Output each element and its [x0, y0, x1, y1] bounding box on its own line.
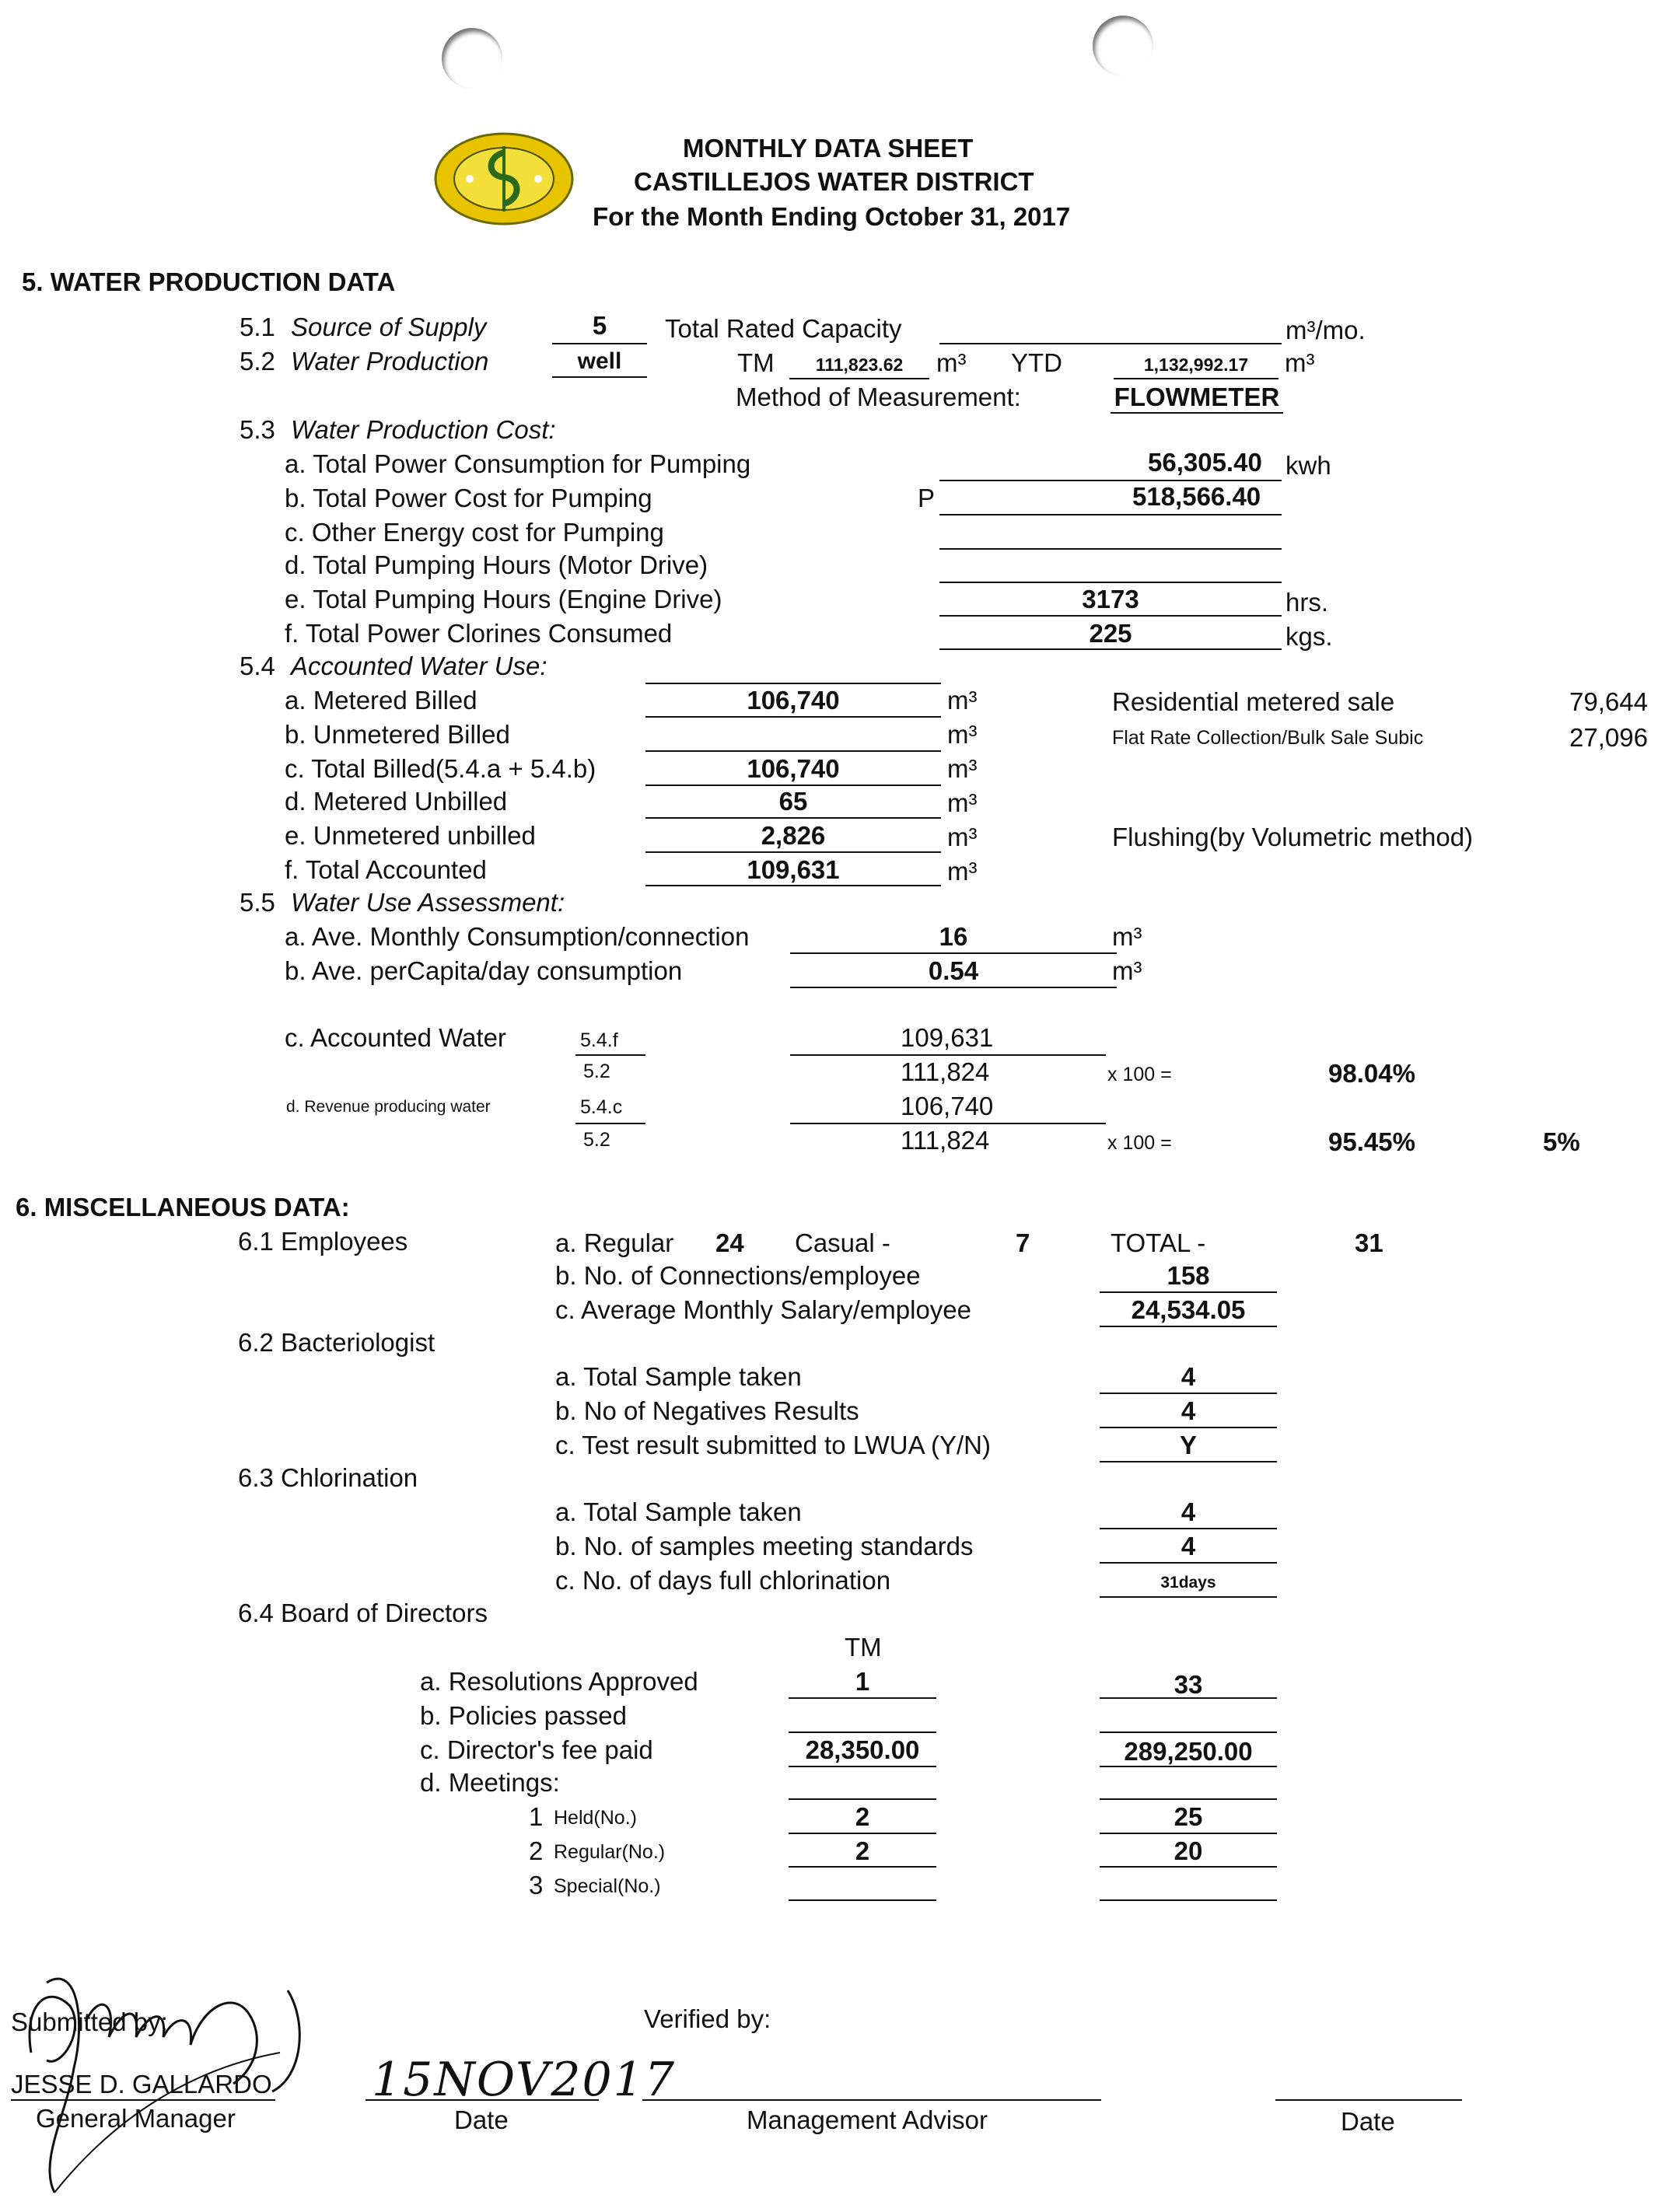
- power-cost-value: 518,566.40: [1132, 482, 1261, 511]
- connections-per-employee-label: b. No. of Connections/employee: [555, 1261, 921, 1290]
- residential-metered-sale-value: 79,644: [1569, 687, 1648, 716]
- total-billed-unit: m³: [947, 754, 978, 783]
- row-5-3-num: 5.3: [240, 415, 275, 444]
- total-rated-capacity-label: Total Rated Capacity: [665, 314, 902, 343]
- tm-label: TM: [737, 348, 775, 377]
- total-accounted-unit: m³: [947, 857, 978, 886]
- submitted-by-label: Submitted by:: [11, 2008, 168, 2036]
- metered-unbilled-unit: m³: [947, 788, 978, 817]
- unmetered-unbilled-value: 2,826: [761, 821, 826, 850]
- tm-unit: m³: [936, 348, 967, 377]
- power-consumption-value: 56,305.40: [1148, 448, 1262, 477]
- flat-rate-bulk-sale-label: Flat Rate Collection/Bulk Sale Subic: [1112, 727, 1424, 749]
- chlorination-label: 6.3 Chlorination: [238, 1463, 418, 1492]
- bact-negatives-label: b. No of Negatives Results: [555, 1396, 859, 1425]
- date-label-advisor: Date: [1341, 2107, 1395, 2136]
- regular-label: a. Regular: [555, 1228, 674, 1257]
- total-billed-label: c. Total Billed(5.4.a + 5.4.b): [285, 754, 596, 783]
- revenue-producing-den-ref: 5.2: [583, 1129, 610, 1151]
- district-name: CASTILLEJOS WATER DISTRICT: [634, 167, 1034, 196]
- total-rated-capacity-unit: m³/mo.: [1285, 316, 1366, 344]
- water-production-type: well: [577, 348, 622, 374]
- meetings-regular-label: Regular(No.): [554, 1841, 666, 1863]
- meetings-held-num: 1: [529, 1802, 544, 1831]
- accounted-water-num-ref: 5.4.f: [580, 1029, 618, 1051]
- meetings-label: d. Meetings:: [420, 1768, 560, 1797]
- bact-submitted-label: c. Test result submitted to LWUA (Y/N): [555, 1431, 991, 1459]
- chlorine-consumed-unit: kgs.: [1285, 622, 1333, 651]
- engine-drive-hours-value: 3173: [1082, 585, 1139, 613]
- accounted-water-den-ref: 5.2: [583, 1061, 610, 1082]
- metered-unbilled-value: 65: [778, 787, 808, 816]
- engine-drive-hours-unit: hrs.: [1285, 588, 1329, 617]
- connections-per-employee-value: 158: [1167, 1261, 1210, 1290]
- chlor-total-sample-value: 4: [1181, 1497, 1196, 1526]
- power-cost-label: b. Total Power Cost for Pumping: [285, 484, 652, 512]
- chlorine-consumed-value: 225: [1089, 619, 1132, 648]
- power-cost-currency: P: [918, 484, 936, 512]
- total-accounted-label: f. Total Accounted: [285, 855, 487, 884]
- section-5-title: 5. WATER PRODUCTION DATA: [22, 267, 396, 296]
- chlor-meeting-standards-label: b. No. of samples meeting standards: [555, 1532, 974, 1560]
- metered-unbilled-label: d. Metered Unbilled: [285, 787, 508, 816]
- accounted-water-denominator: 111,824: [901, 1057, 990, 1086]
- unmetered-billed-label: b. Unmetered Billed: [285, 720, 510, 749]
- bact-total-sample-label: a. Total Sample taken: [555, 1362, 802, 1391]
- flushing-label: Flushing(by Volumetric method): [1112, 823, 1474, 851]
- ave-monthly-consumption-value: 16: [939, 922, 968, 951]
- metered-billed-label: a. Metered Billed: [285, 686, 477, 715]
- resolutions-tm: 1: [855, 1667, 870, 1696]
- resolutions-ytd: 33: [1174, 1670, 1203, 1699]
- total-billed-value: 106,740: [747, 754, 840, 783]
- meetings-held-ytd: 25: [1174, 1802, 1203, 1831]
- casual-value: 7: [1016, 1228, 1030, 1257]
- other-energy-cost-label: c. Other Energy cost for Pumping: [285, 518, 664, 547]
- board-tm-header: TM: [845, 1633, 882, 1662]
- resolutions-label: a. Resolutions Approved: [420, 1667, 698, 1696]
- flat-rate-bulk-sale-value: 27,096: [1569, 723, 1648, 752]
- regular-value: 24: [715, 1228, 744, 1257]
- source-of-supply-value: 5: [592, 311, 607, 340]
- residential-metered-sale-label: Residential metered sale: [1112, 687, 1395, 716]
- total-accounted-value: 109,631: [747, 855, 840, 884]
- bact-submitted-value: Y: [1179, 1431, 1197, 1459]
- engine-drive-hours-label: e. Total Pumping Hours (Engine Drive): [285, 585, 722, 613]
- revenue-producing-multiplier: x 100 =: [1107, 1132, 1172, 1154]
- ave-percapita-unit: m³: [1112, 956, 1142, 985]
- bact-negatives-value: 4: [1181, 1396, 1196, 1425]
- meetings-held-label: Held(No.): [554, 1807, 637, 1829]
- metered-billed-unit: m³: [947, 686, 978, 715]
- bacteriologist-label: 6.2 Bacteriologist: [238, 1328, 435, 1357]
- unmetered-unbilled-label: e. Unmetered unbilled: [285, 821, 536, 850]
- directors-fee-tm: 28,350.00: [805, 1735, 920, 1764]
- accounted-water-percent: 98.04%: [1328, 1059, 1415, 1088]
- ave-monthly-consumption-unit: m³: [1112, 922, 1142, 951]
- ytd-unit: m³: [1285, 348, 1315, 377]
- accounted-water-multiplier: x 100 =: [1107, 1064, 1172, 1085]
- punch-hole-right: [1093, 16, 1153, 76]
- row-5-4-num: 5.4: [240, 652, 275, 680]
- management-advisor-label: Management Advisor: [747, 2105, 988, 2134]
- row-5-5-num: 5.5: [240, 888, 275, 917]
- power-consumption-unit: kwh: [1285, 451, 1331, 480]
- date-label: Date: [454, 2105, 509, 2134]
- chlor-meeting-standards-value: 4: [1181, 1532, 1196, 1560]
- revenue-producing-numerator: 106,740: [901, 1092, 994, 1120]
- directors-fee-label: c. Director's fee paid: [420, 1735, 653, 1764]
- meetings-regular-tm: 2: [855, 1836, 870, 1865]
- motor-drive-hours-label: d. Total Pumping Hours (Motor Drive): [285, 550, 708, 579]
- meetings-regular-num: 2: [529, 1836, 544, 1865]
- board-of-directors-label: 6.4 Board of Directors: [238, 1599, 488, 1627]
- avg-salary-value: 24,534.05: [1131, 1295, 1246, 1324]
- sheet-title: MONTHLY DATA SHEET: [683, 134, 974, 162]
- revenue-producing-num-ref: 5.4.c: [580, 1096, 623, 1118]
- revenue-producing-percent: 95.45%: [1328, 1127, 1415, 1156]
- method-value: FLOWMETER: [1114, 383, 1280, 411]
- policies-label: b. Policies passed: [420, 1701, 627, 1730]
- method-label: Method of Measurement:: [736, 383, 1021, 411]
- unmetered-unbilled-unit: m³: [947, 823, 978, 851]
- submitter-name: JESSE D. GALLARDO: [11, 2070, 272, 2098]
- verified-by-label: Verified by:: [644, 2004, 771, 2033]
- chlor-total-sample-label: a. Total Sample taken: [555, 1497, 802, 1526]
- employees-label: 6.1 Employees: [238, 1227, 408, 1256]
- district-logo: [432, 131, 575, 227]
- section-6-title: 6. MISCELLANEOUS DATA:: [16, 1193, 350, 1221]
- month-ending: For the Month Ending October 31, 2017: [593, 202, 1071, 231]
- meetings-regular-ytd: 20: [1174, 1836, 1203, 1865]
- row-5-2-num: 5.2: [240, 347, 275, 376]
- ytd-label: YTD: [1011, 348, 1062, 377]
- punch-hole-left: [442, 28, 502, 89]
- accounted-water-ratio-label: c. Accounted Water: [285, 1023, 506, 1052]
- meetings-special-label: Special(No.): [554, 1875, 661, 1897]
- handwritten-date: 15NOV2017: [372, 2053, 677, 2107]
- ytd-production-value: 1,132,992.17: [1143, 355, 1249, 375]
- chlor-full-days-value: 31days: [1160, 1574, 1216, 1592]
- meetings-held-tm: 2: [855, 1802, 870, 1831]
- metered-billed-value: 106,740: [747, 686, 840, 715]
- ave-percapita-value: 0.54: [928, 956, 979, 985]
- casual-label: Casual -: [795, 1228, 890, 1257]
- power-consumption-label: a. Total Power Consumption for Pumping: [285, 449, 751, 478]
- submitter-title: General Manager: [36, 2104, 236, 2133]
- ave-monthly-consumption-label: a. Ave. Monthly Consumption/connection: [285, 922, 750, 951]
- ave-percapita-label: b. Ave. perCapita/day consumption: [285, 956, 683, 985]
- accounted-water-numerator: 109,631: [901, 1023, 994, 1052]
- source-of-supply-label: Source of Supply: [291, 313, 487, 341]
- bact-total-sample-value: 4: [1181, 1362, 1196, 1391]
- row-5-1-num: 5.1: [240, 313, 275, 341]
- total-employees-value: 31: [1355, 1228, 1383, 1257]
- water-production-label: Water Production: [291, 347, 489, 376]
- total-employees-label: TOTAL -: [1111, 1228, 1206, 1257]
- meetings-special-num: 3: [529, 1871, 544, 1899]
- unmetered-billed-unit: m³: [947, 720, 978, 749]
- water-use-assessment-label: Water Use Assessment:: [291, 888, 565, 917]
- chlor-full-days-label: c. No. of days full chlorination: [555, 1566, 891, 1595]
- tm-production-value: 111,823.62: [815, 355, 904, 375]
- avg-salary-label: c. Average Monthly Salary/employee: [555, 1295, 972, 1324]
- revenue-producing-label: d. Revenue producing water: [286, 1098, 491, 1116]
- chlorine-consumed-label: f. Total Power Clorines Consumed: [285, 619, 673, 648]
- revenue-producing-denominator: 111,824: [901, 1126, 990, 1155]
- accounted-water-use-label: Accounted Water Use:: [291, 652, 547, 680]
- non-revenue-percent: 5%: [1543, 1127, 1580, 1156]
- production-cost-label: Water Production Cost:: [291, 415, 556, 444]
- directors-fee-ytd: 289,250.00: [1124, 1737, 1253, 1766]
